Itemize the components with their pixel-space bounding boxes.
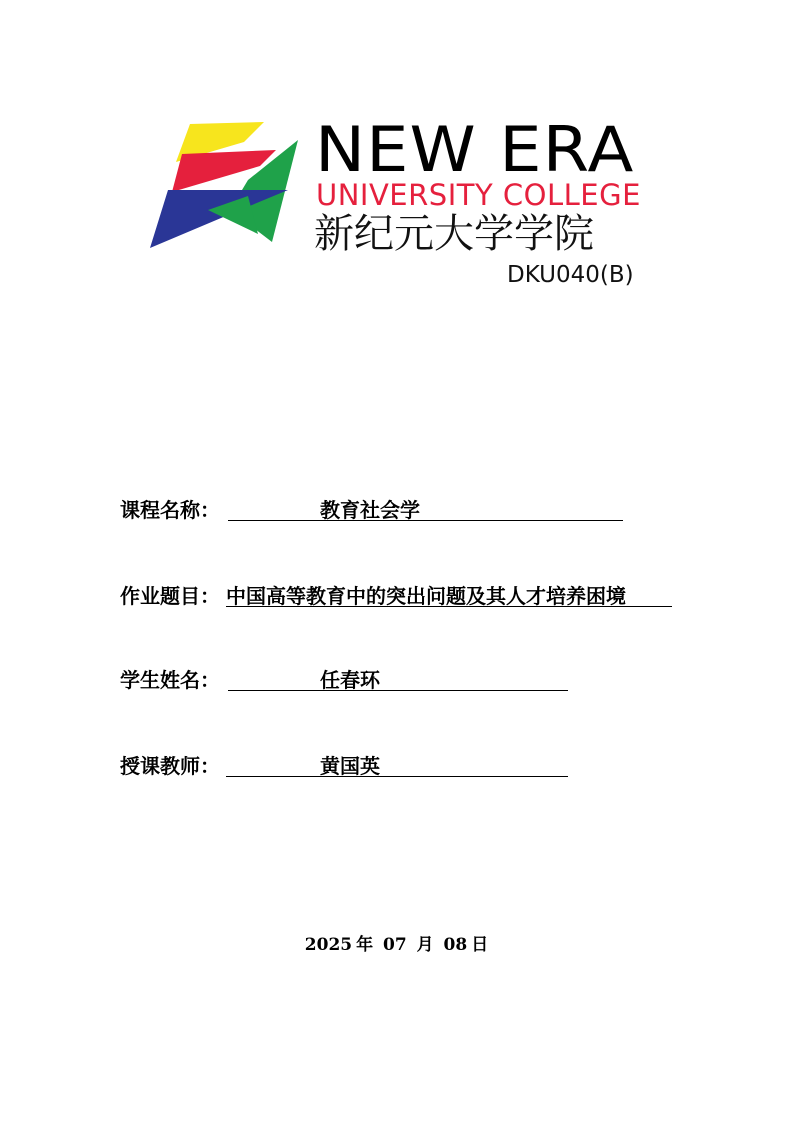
college-logo-mark-icon: [148, 118, 303, 258]
date-month: 07: [383, 935, 407, 955]
logo-name-line2: UNIVERSITY COLLEGE: [316, 178, 641, 212]
student-underline: [228, 664, 568, 691]
date-year-unit: 年: [356, 935, 374, 955]
logo-name-chinese: 新纪元大学学院: [314, 211, 594, 257]
student-field: [120, 664, 580, 692]
teacher-underline: [226, 750, 568, 777]
logo-name-line1: NEW ERA: [315, 113, 635, 186]
date-day: 08: [443, 935, 468, 955]
course-label: 课程名称：: [120, 498, 220, 522]
student-value: 任春环: [320, 668, 380, 692]
teacher-label: 授课教师：: [120, 754, 220, 778]
course-underline: [228, 494, 623, 521]
course-value: 教育社会学: [320, 498, 420, 522]
logo-code: DKU040(B): [507, 262, 634, 288]
student-label: 学生姓名：: [120, 668, 220, 692]
course-field: [120, 494, 630, 522]
date-year: 2025: [304, 935, 353, 955]
teacher-value: 黄国英: [320, 754, 380, 778]
teacher-field: [120, 750, 580, 778]
submission-date: [0, 930, 793, 955]
date-month-unit: 月: [416, 935, 434, 955]
college-logo: [148, 113, 648, 293]
topic-value: 中国高等教育中的突出问题及其人才培养困境: [226, 584, 626, 608]
topic-field: [120, 580, 680, 608]
date-day-unit: 日: [471, 935, 489, 955]
topic-label: 作业题目：: [120, 584, 220, 608]
